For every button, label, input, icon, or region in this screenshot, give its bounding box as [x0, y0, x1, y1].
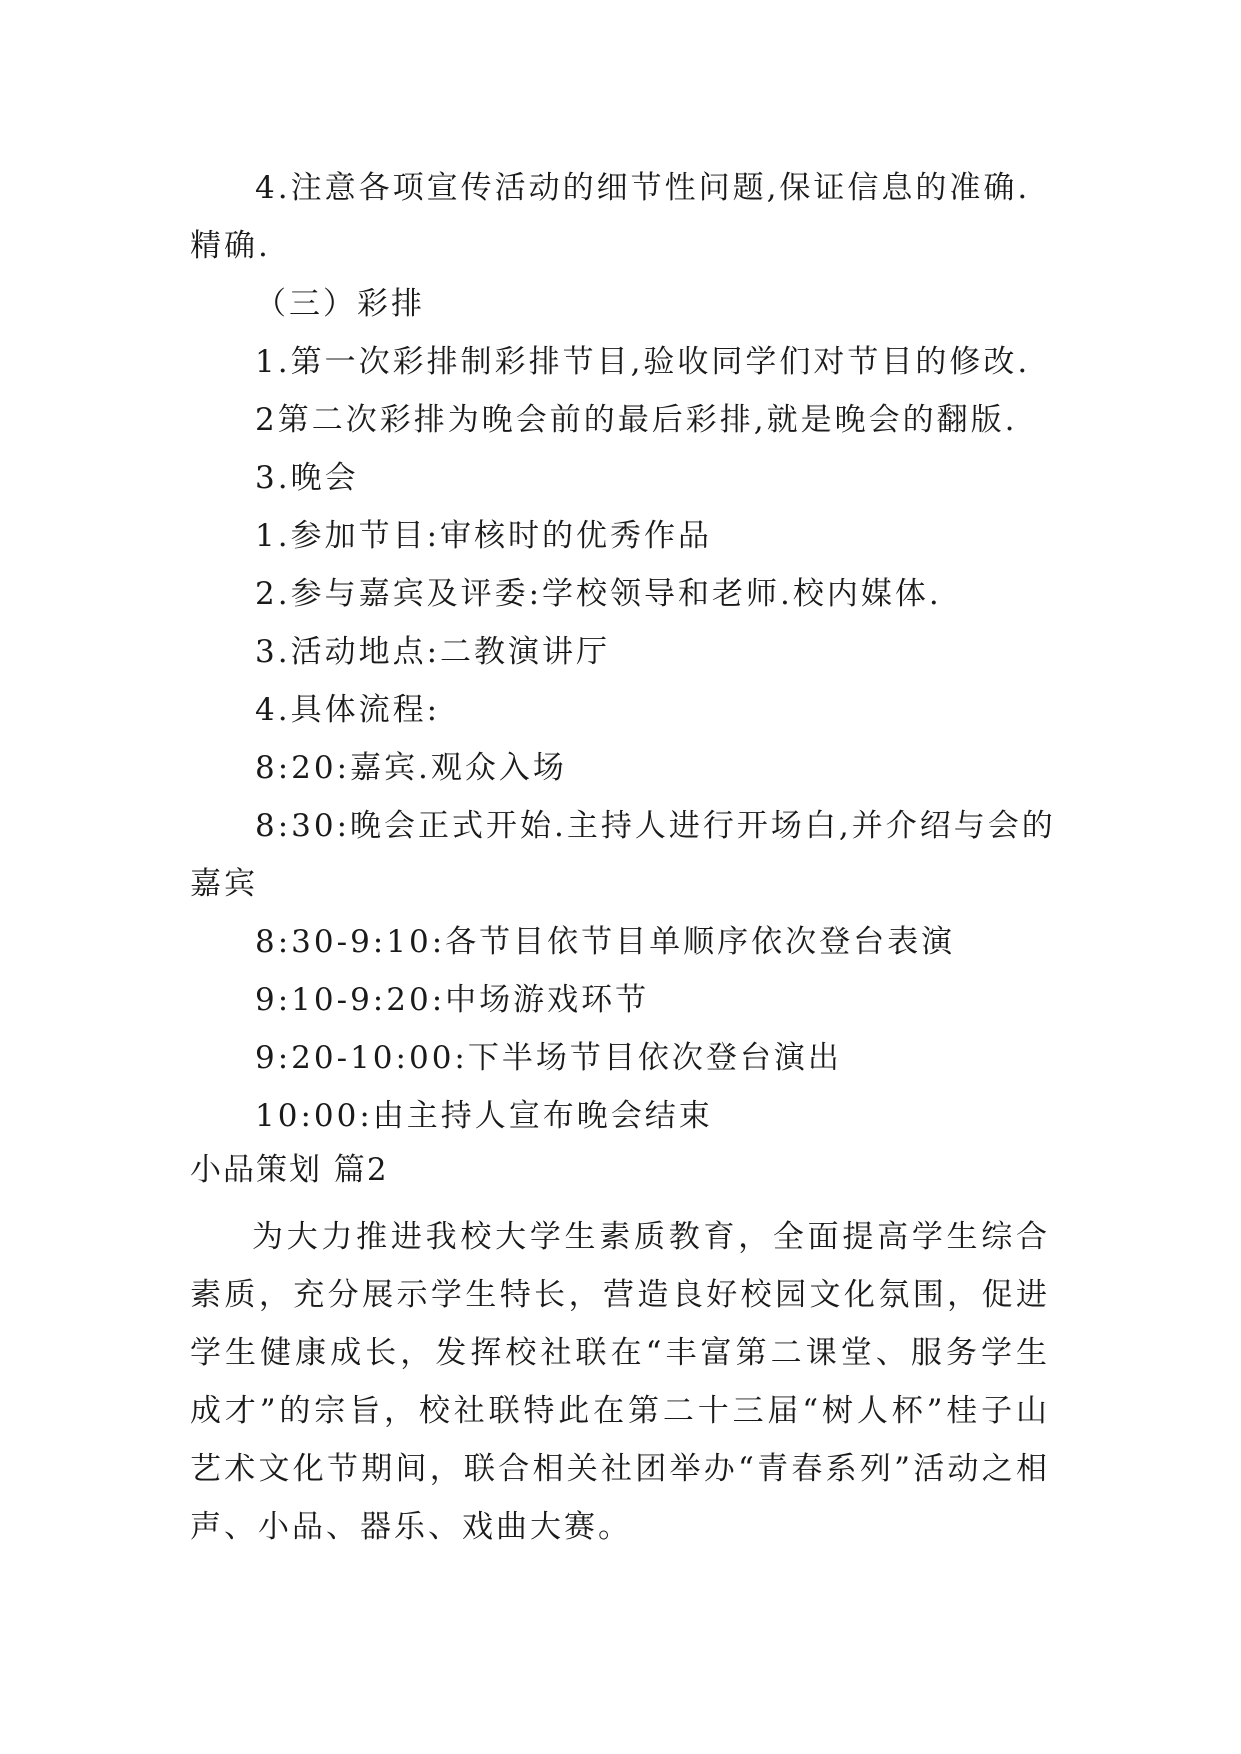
- text-line: 2.参与嘉宾及评委:学校领导和老师.校内媒体.: [255, 576, 942, 612]
- text-line: 2第二次彩排为晚会前的最后彩排,就是晚会的翻版.: [255, 402, 1018, 438]
- text-line: 4.注意各项宣传活动的细节性问题,保证信息的准确.: [255, 170, 1031, 206]
- schedule-item: 8:20:嘉宾.观众入场: [255, 750, 567, 786]
- text-line: 3.晚会: [255, 460, 359, 496]
- text-line: 3.活动地点:二教演讲厅: [255, 634, 611, 670]
- text-line: 1.参加节目:审核时的优秀作品: [255, 518, 713, 554]
- schedule-item: 8:30:晚会正式开始.主持人进行开场白,并介绍与会的: [255, 808, 1056, 844]
- section-title: 小品策划 篇2: [190, 1152, 389, 1188]
- schedule-item: 8:30-9:10:各节目依节目单顺序依次登台表演: [255, 924, 956, 960]
- text-line: 4.具体流程:: [255, 692, 441, 728]
- schedule-item: 9:20-10:00:下半场节目依次登台演出: [255, 1040, 842, 1076]
- section-heading: （三）彩排: [255, 286, 425, 322]
- body-paragraph: 为大力推进我校大学生素质教育，全面提高学生综合素质，充分展示学生特长，营造良好校园文化氛围，促进学生健康成长，发挥校社联在“丰富第二课堂、服务学生成才”的宗旨，校社联特此在第二十三届“树人杯”桂子山艺术文化节期间，联合相关社团举办“青春系列”活动之相声、小品、器乐、戏曲大赛。: [190, 1219, 1050, 1545]
- text-line: 精确.: [190, 228, 271, 264]
- schedule-item-continued: 嘉宾: [190, 866, 258, 902]
- schedule-item: 10:00:由主持人宣布晚会结束: [255, 1098, 713, 1134]
- schedule-item: 9:10-9:20:中场游戏环节: [255, 982, 650, 1018]
- text-line: 1.第一次彩排制彩排节目,验收同学们对节目的修改.: [255, 344, 1031, 380]
